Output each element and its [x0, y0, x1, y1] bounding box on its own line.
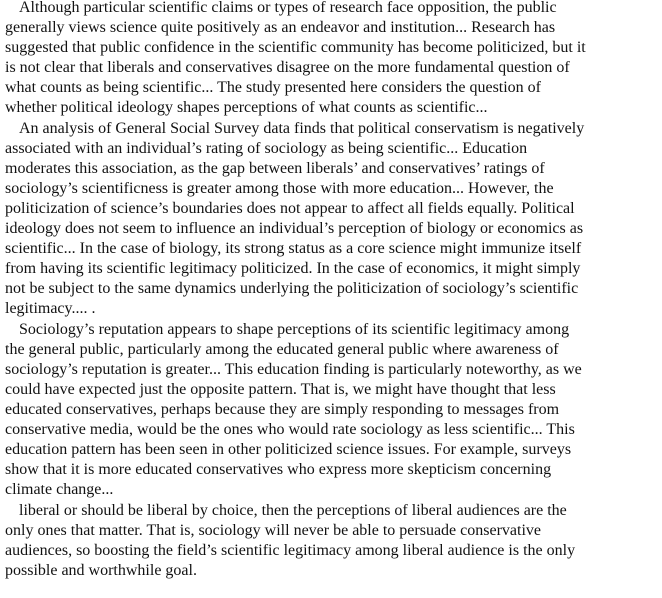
paragraph-3-line-6: conservative media, would be the ones who would rate sociology as less scientific... This: [5, 421, 575, 438]
paragraph-4-line-1: liberal or should be liberal by choice, then the perceptions of liberal audiences are the: [19, 502, 567, 519]
paragraph-3-line-5: educated conservatives, perhaps because they are simply responding to messages from: [5, 401, 560, 418]
paragraph-2-line-10: legitimacy.... .: [5, 300, 96, 317]
paragraph-2-line-5: politicization of science’s boundaries does not appear to affect all fields equally. Political: [5, 200, 575, 217]
paragraph-2-line-8: from having its scientific legitimacy politicized. In the case of economics, it might simply: [5, 260, 581, 277]
paragraph-3-line-1: Sociology’s reputation appears to shape perceptions of its scientific legitimacy among: [19, 321, 570, 338]
paragraph-1-line-5: what counts as being scientific... The study presented here considers the question of: [5, 79, 542, 96]
paragraph-2-line-7: scientific... In the case of biology, its strong status as a core science might immunize itself: [5, 240, 582, 257]
paragraph-2-line-6: ideology does not seem to influence an individual’s perception of biology or economics as: [5, 220, 584, 237]
paragraph-1-line-4: is not clear that liberals and conservatives disagree on the more fundamental question of: [5, 59, 570, 76]
paragraph-3-line-2: the general public, particularly among the educated general public where awareness of: [5, 341, 559, 358]
paragraph-1-line-2: generally views science quite positively as an endeavor and institution... Research has: [5, 19, 556, 36]
paragraph-4-line-3: audiences, so boosting the field’s scientific legitimacy among liberal audience is the only: [5, 542, 576, 559]
paragraph-2-line-2: associated with an individual’s rating of sociology as being scientific... Education: [5, 140, 528, 157]
paragraph-4-line-4: possible and worthwhile goal.: [5, 562, 197, 579]
paragraph-3-line-8: show that it is more educated conservatives who express more skepticism concerning: [5, 461, 552, 478]
paragraph-2-line-1: An analysis of General Social Survey data finds that political conservatism is negatively: [19, 120, 585, 137]
paragraph-2-line-3: moderates this association, as the gap between liberals’ and conservatives’ ratings of: [5, 160, 545, 177]
paragraph-4-line-2: only ones that matter. That is, sociology will never be able to persuade conservative: [5, 522, 541, 539]
paragraph-1-line-3: suggested that public confidence in the scientific community has become politicized, but it: [5, 39, 586, 56]
paragraph-1-line-1: Although particular scientific claims or types of research face opposition, the public: [19, 0, 557, 16]
paragraph-3-line-3: sociology’s reputation is greater... This education finding is particularly noteworthy, as we: [5, 361, 582, 378]
paragraph-3-line-4: could have expected just the opposite pattern. That is, we might have thought that less: [5, 381, 556, 398]
paragraph-1-line-6: whether political ideology shapes perceptions of what counts as scientific...: [5, 99, 488, 116]
paragraph-3-line-9: climate change...: [5, 481, 114, 498]
paragraph-2-line-4: sociology’s scientificness is greater among those with more education... However, the: [5, 180, 554, 197]
paragraph-2-line-9: not be subject to the same dynamics underlying the politicization of sociology’s scientific: [5, 280, 579, 297]
paragraph-3-line-7: education pattern has been seen in other politicized science issues. For example, surveys: [5, 441, 572, 458]
